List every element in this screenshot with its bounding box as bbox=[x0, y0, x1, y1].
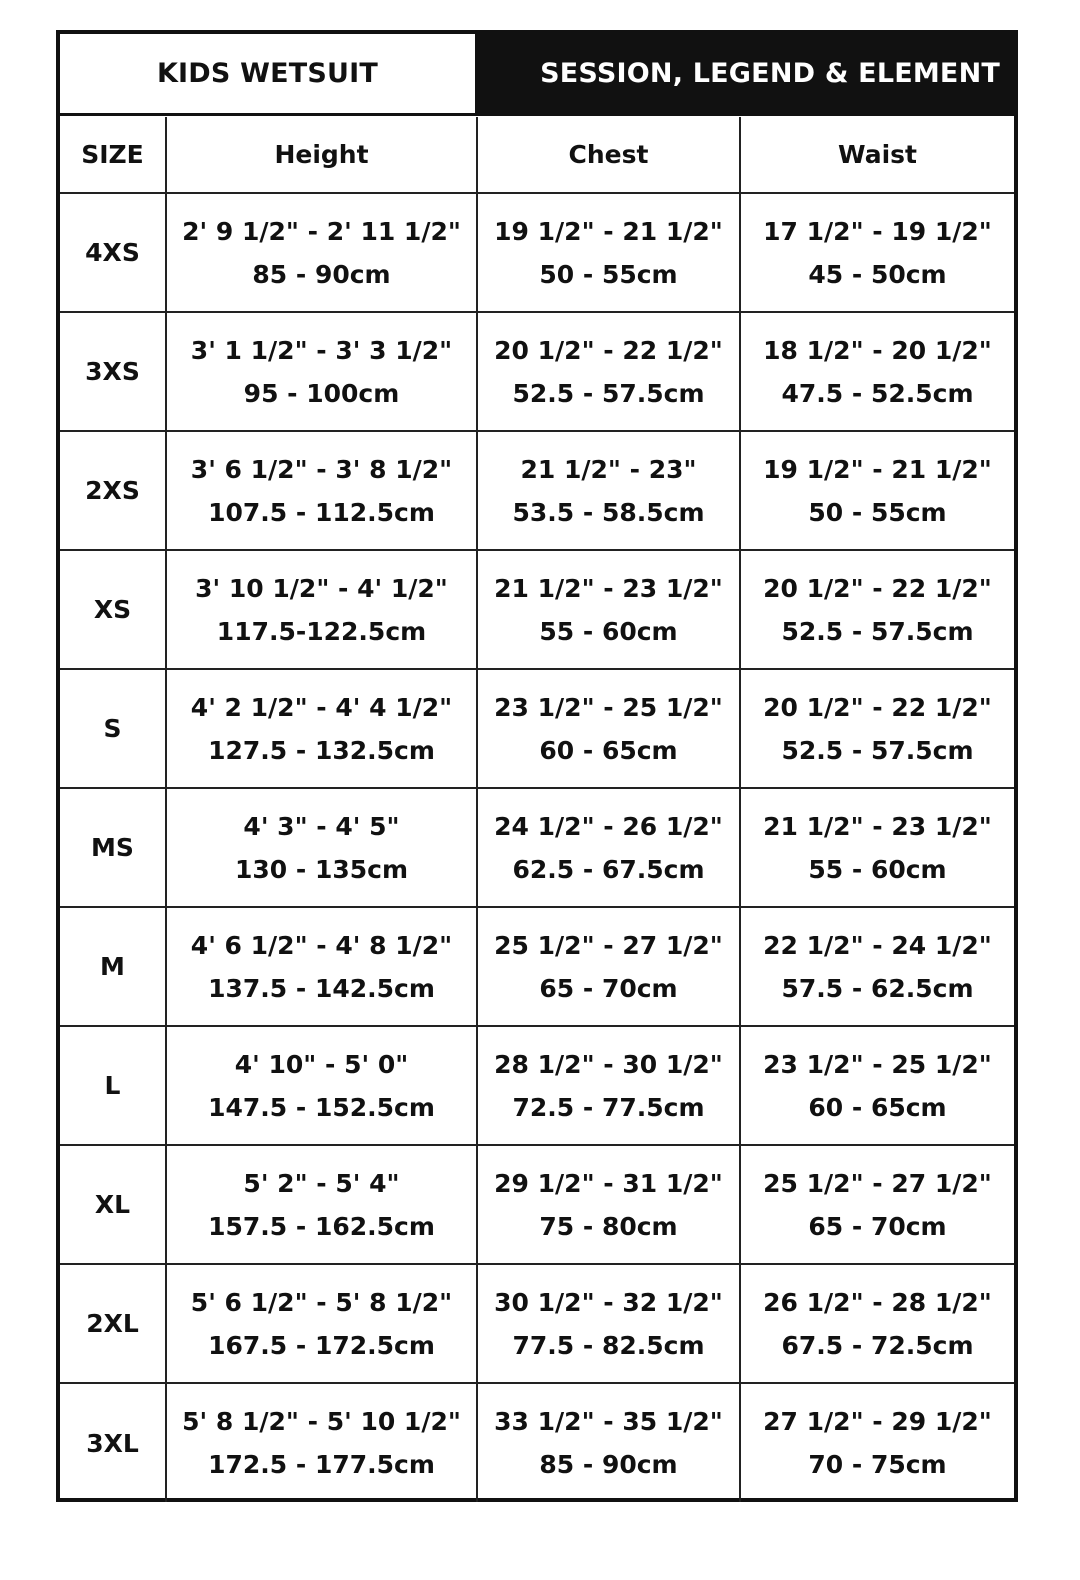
height-inches: 4' 2 1/2" - 4' 4 1/2" bbox=[190, 692, 453, 722]
table-row bbox=[60, 788, 1014, 907]
waist-inches: 22 1/2" - 24 1/2" bbox=[763, 930, 992, 960]
waist-centimeters: 55 - 60cm bbox=[808, 854, 947, 884]
height-centimeters: 167.5 - 172.5cm bbox=[208, 1330, 435, 1360]
height-centimeters: 137.5 - 142.5cm bbox=[208, 973, 435, 1003]
chest-cell bbox=[477, 669, 740, 788]
size-table bbox=[60, 117, 1014, 1502]
chest-inches: 21 1/2" - 23" bbox=[520, 454, 697, 484]
waist-cell bbox=[740, 431, 1014, 550]
chest-inches: 33 1/2" - 35 1/2" bbox=[494, 1407, 723, 1436]
height-centimeters: 147.5 - 152.5cm bbox=[208, 1092, 435, 1122]
table-row bbox=[60, 1026, 1014, 1145]
waist-inches: 20 1/2" - 22 1/2" bbox=[763, 573, 992, 603]
waist-centimeters: 52.5 - 57.5cm bbox=[781, 616, 974, 646]
height-cell bbox=[166, 1264, 477, 1383]
size-label: 4XS bbox=[60, 193, 166, 312]
chest-centimeters: 53.5 - 58.5cm bbox=[512, 497, 705, 527]
height-cell bbox=[166, 1145, 477, 1264]
height-cell bbox=[166, 550, 477, 669]
header-row bbox=[60, 117, 1014, 193]
size-label: S bbox=[60, 669, 166, 788]
chest-cell bbox=[477, 788, 740, 907]
table-row bbox=[60, 1264, 1014, 1383]
table-row bbox=[60, 1145, 1014, 1264]
table-row bbox=[60, 1383, 1014, 1502]
height-inches: 4' 10" - 5' 0" bbox=[234, 1049, 409, 1079]
title-kids-wetsuit: KIDS WETSUIT bbox=[60, 34, 478, 113]
height-cell bbox=[166, 669, 477, 788]
height-centimeters: 130 - 135cm bbox=[234, 854, 409, 884]
chest-inches: 23 1/2" - 25 1/2" bbox=[494, 692, 723, 722]
height-inches: 5' 8 1/2" - 5' 10 1/2" bbox=[182, 1407, 461, 1436]
height-centimeters: 157.5 - 162.5cm bbox=[208, 1211, 435, 1241]
waist-cell bbox=[740, 1026, 1014, 1145]
waist-inches: 25 1/2" - 27 1/2" bbox=[763, 1168, 992, 1198]
chest-cell bbox=[477, 193, 740, 312]
height-cell bbox=[166, 1026, 477, 1145]
size-label: 2XL bbox=[60, 1264, 166, 1383]
chest-cell bbox=[477, 1264, 740, 1383]
waist-inches: 18 1/2" - 20 1/2" bbox=[763, 335, 992, 365]
size-label: L bbox=[60, 1026, 166, 1145]
table-row bbox=[60, 312, 1014, 431]
size-label: XS bbox=[60, 550, 166, 669]
chest-cell bbox=[477, 1026, 740, 1145]
height-cell bbox=[166, 1383, 477, 1502]
waist-centimeters: 52.5 - 57.5cm bbox=[781, 735, 974, 765]
waist-centimeters: 70 - 75cm bbox=[808, 1450, 947, 1479]
chest-inches: 21 1/2" - 23 1/2" bbox=[494, 573, 723, 603]
table-row bbox=[60, 907, 1014, 1026]
height-cell bbox=[166, 431, 477, 550]
waist-cell bbox=[740, 550, 1014, 669]
chest-cell bbox=[477, 550, 740, 669]
title-product-lines: SESSION, LEGEND & ELEMENT bbox=[478, 34, 1014, 113]
table-row bbox=[60, 669, 1014, 788]
header-chest: Chest bbox=[477, 117, 740, 193]
chest-centimeters: 62.5 - 67.5cm bbox=[512, 854, 705, 884]
chest-centimeters: 72.5 - 77.5cm bbox=[512, 1092, 705, 1122]
waist-centimeters: 47.5 - 52.5cm bbox=[781, 378, 974, 408]
waist-inches: 19 1/2" - 21 1/2" bbox=[763, 454, 992, 484]
chest-inches: 19 1/2" - 21 1/2" bbox=[494, 216, 723, 246]
chest-centimeters: 85 - 90cm bbox=[539, 1450, 678, 1479]
header-height: Height bbox=[166, 117, 477, 193]
height-centimeters: 172.5 - 177.5cm bbox=[208, 1450, 435, 1479]
height-inches: 5' 2" - 5' 4" bbox=[243, 1168, 400, 1198]
height-centimeters: 107.5 - 112.5cm bbox=[208, 497, 435, 527]
waist-cell bbox=[740, 1264, 1014, 1383]
chest-cell bbox=[477, 431, 740, 550]
table-row bbox=[60, 431, 1014, 550]
size-label: M bbox=[60, 907, 166, 1026]
size-label: XL bbox=[60, 1145, 166, 1264]
chest-cell bbox=[477, 312, 740, 431]
title-row bbox=[60, 34, 1014, 116]
waist-cell bbox=[740, 1145, 1014, 1264]
chest-inches: 30 1/2" - 32 1/2" bbox=[494, 1287, 723, 1317]
waist-centimeters: 60 - 65cm bbox=[808, 1092, 947, 1122]
waist-inches: 20 1/2" - 22 1/2" bbox=[763, 692, 992, 722]
height-cell bbox=[166, 193, 477, 312]
height-inches: 4' 6 1/2" - 4' 8 1/2" bbox=[190, 930, 453, 960]
waist-centimeters: 50 - 55cm bbox=[808, 497, 947, 527]
waist-cell bbox=[740, 788, 1014, 907]
height-cell bbox=[166, 788, 477, 907]
table-row bbox=[60, 550, 1014, 669]
chest-inches: 28 1/2" - 30 1/2" bbox=[494, 1049, 723, 1079]
waist-inches: 26 1/2" - 28 1/2" bbox=[763, 1287, 992, 1317]
waist-inches: 23 1/2" - 25 1/2" bbox=[763, 1049, 992, 1079]
size-label: 3XS bbox=[60, 312, 166, 431]
chest-inches: 20 1/2" - 22 1/2" bbox=[494, 335, 723, 365]
waist-centimeters: 65 - 70cm bbox=[808, 1211, 947, 1241]
waist-cell bbox=[740, 669, 1014, 788]
height-inches: 5' 6 1/2" - 5' 8 1/2" bbox=[190, 1287, 453, 1317]
table-row bbox=[60, 193, 1014, 312]
height-centimeters: 85 - 90cm bbox=[252, 259, 391, 289]
waist-inches: 27 1/2" - 29 1/2" bbox=[763, 1407, 992, 1436]
header-waist: Waist bbox=[740, 117, 1014, 193]
waist-centimeters: 67.5 - 72.5cm bbox=[781, 1330, 974, 1360]
height-inches: 3' 6 1/2" - 3' 8 1/2" bbox=[190, 454, 453, 484]
chest-cell bbox=[477, 1383, 740, 1502]
size-label: 2XS bbox=[60, 431, 166, 550]
waist-centimeters: 57.5 - 62.5cm bbox=[781, 973, 974, 1003]
height-centimeters: 95 - 100cm bbox=[243, 378, 400, 408]
size-label: 3XL bbox=[60, 1383, 166, 1502]
chest-inches: 29 1/2" - 31 1/2" bbox=[494, 1168, 723, 1198]
size-label: MS bbox=[60, 788, 166, 907]
waist-inches: 17 1/2" - 19 1/2" bbox=[763, 216, 992, 246]
chest-centimeters: 60 - 65cm bbox=[539, 735, 678, 765]
height-inches: 4' 3" - 4' 5" bbox=[243, 811, 400, 841]
size-chart bbox=[56, 30, 1018, 1502]
chest-centimeters: 55 - 60cm bbox=[539, 616, 678, 646]
height-inches: 3' 10 1/2" - 4' 1/2" bbox=[195, 573, 448, 603]
height-inches: 2' 9 1/2" - 2' 11 1/2" bbox=[182, 216, 461, 246]
height-centimeters: 127.5 - 132.5cm bbox=[208, 735, 435, 765]
waist-inches: 21 1/2" - 23 1/2" bbox=[763, 811, 992, 841]
chest-centimeters: 65 - 70cm bbox=[539, 973, 678, 1003]
chest-centimeters: 50 - 55cm bbox=[539, 259, 678, 289]
chest-centimeters: 75 - 80cm bbox=[539, 1211, 678, 1241]
waist-cell bbox=[740, 312, 1014, 431]
waist-cell bbox=[740, 1383, 1014, 1502]
chest-centimeters: 52.5 - 57.5cm bbox=[512, 378, 705, 408]
chest-cell bbox=[477, 1145, 740, 1264]
height-cell bbox=[166, 907, 477, 1026]
header-size: SIZE bbox=[60, 117, 166, 193]
chest-cell bbox=[477, 907, 740, 1026]
waist-centimeters: 45 - 50cm bbox=[808, 259, 947, 289]
chest-inches: 25 1/2" - 27 1/2" bbox=[494, 930, 723, 960]
waist-cell bbox=[740, 907, 1014, 1026]
height-inches: 3' 1 1/2" - 3' 3 1/2" bbox=[190, 335, 453, 365]
chest-inches: 24 1/2" - 26 1/2" bbox=[494, 811, 723, 841]
chest-centimeters: 77.5 - 82.5cm bbox=[512, 1330, 705, 1360]
height-cell bbox=[166, 312, 477, 431]
height-centimeters: 117.5-122.5cm bbox=[216, 616, 427, 646]
waist-cell bbox=[740, 193, 1014, 312]
